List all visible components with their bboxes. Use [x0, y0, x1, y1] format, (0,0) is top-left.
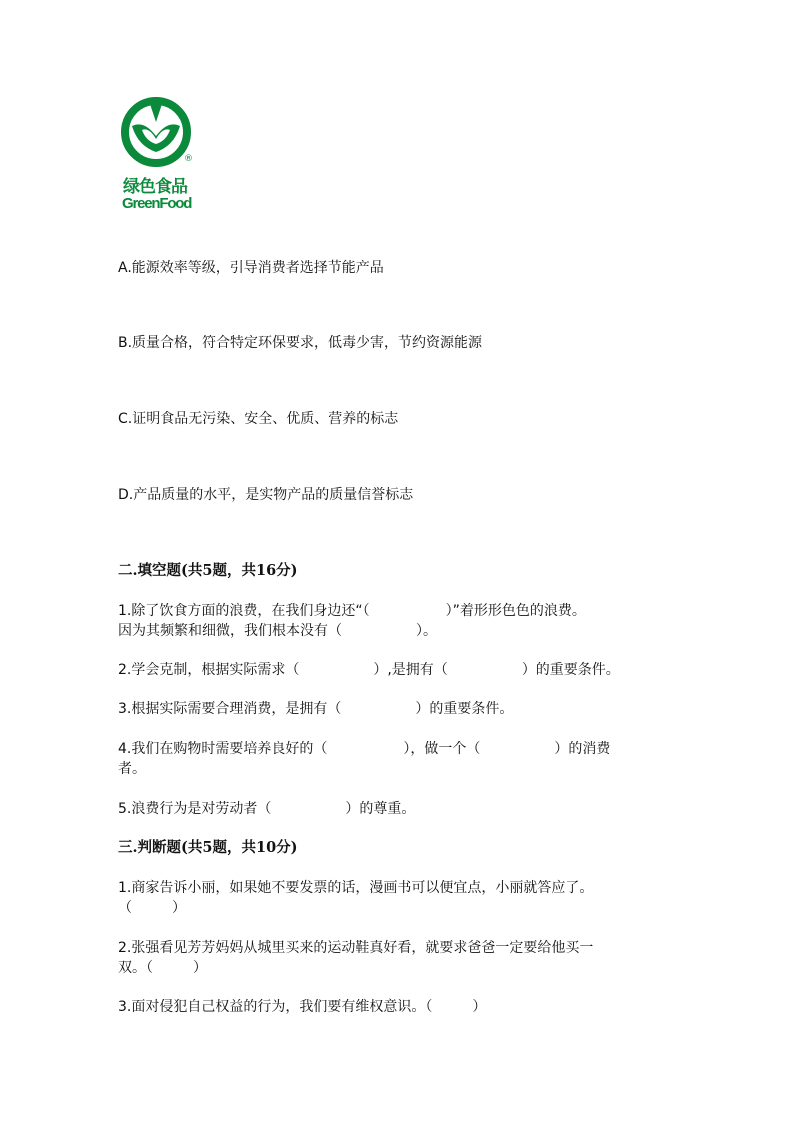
- fill-q1-text-c: 因为其频繁和细微，我们根本没有（: [118, 623, 342, 639]
- fill-q3: [118, 699, 678, 719]
- logo-text-en: GreenFood: [122, 195, 192, 212]
- judge-q1-line1: 1.商家告诉小丽，如果她不要发票的话，漫画书可以便宜点，小丽就答应了。: [118, 880, 594, 896]
- fill-q4-line1: [118, 739, 678, 759]
- fill-q3-text-a: 3.根据实际需要合理消费，是拥有（: [118, 701, 342, 717]
- fill-q4-text-c: ）的消费: [554, 741, 611, 757]
- fill-q1-text-d: ）。: [416, 623, 437, 639]
- judge-q3-text-a: 3.面对侵犯自己权益的行为，我们要有维权意识。（: [118, 999, 433, 1015]
- judge-q2-text-b: 双。（: [118, 960, 153, 976]
- fill-q1-text-b: ）”着形形色色的浪费。: [445, 603, 586, 619]
- judge-q1-text-c: ）: [172, 900, 186, 916]
- fill-q2: [118, 660, 678, 680]
- judge-q3: [118, 997, 678, 1017]
- fill-q4-text-b: ），做一个（: [403, 741, 481, 757]
- judge-q2-line1: 2.张强看见芳芳妈妈从城里买来的运动鞋真好看，就要求爸爸一定要给他买一: [118, 940, 594, 956]
- judge-q1-text-b: （: [118, 900, 132, 916]
- fill-q5: [118, 799, 678, 819]
- fill-q4-line2: 者。: [118, 761, 146, 777]
- fill-q1-line1: [118, 601, 678, 621]
- judge-q2-line2: [118, 958, 678, 978]
- logo-text-cn: 绿色食品: [123, 177, 187, 197]
- fill-q2-text-a: 2.学会克制，根据实际需求（: [118, 662, 300, 678]
- option-c: C.证明食品无污染、安全、优质、营养的标志: [118, 411, 399, 427]
- option-d: D.产品质量的水平，是实物产品的质量信誉标志: [118, 487, 414, 503]
- section-title-judgement: 三.判断题(共5题，共10分): [118, 839, 298, 856]
- green-food-logo: [118, 96, 214, 218]
- judge-q3-text-b: ）: [472, 999, 487, 1015]
- judge-q1-line2: [118, 898, 678, 918]
- fill-q3-text-b: ）的重要条件。: [415, 701, 514, 717]
- fill-q4-text-a: 4.我们在购物时需要培养良好的（: [118, 741, 328, 757]
- registered-mark: ®: [184, 154, 193, 164]
- fill-q1-line2: [118, 621, 678, 641]
- fill-q2-text-c: ）的重要条件。: [521, 662, 620, 678]
- fill-q2-text-b: ）,是拥有（: [373, 662, 448, 678]
- option-b: B.质量合格，符合特定环保要求，低毒少害，节约资源能源: [118, 335, 483, 351]
- option-a: A.能源效率等级，引导消费者选择节能产品: [118, 260, 384, 276]
- section-title-fill-blank: 二.填空题(共5题，共16分): [118, 562, 298, 579]
- judge-q2-text-c: ）: [193, 960, 207, 976]
- fill-q5-text-b: ）的尊重。: [345, 801, 416, 817]
- fill-q1-text-a: 1.除了饮食方面的浪费，在我们身边还“（: [118, 603, 370, 619]
- fill-q5-text-a: 5.浪费行为是对劳动者（: [118, 801, 272, 817]
